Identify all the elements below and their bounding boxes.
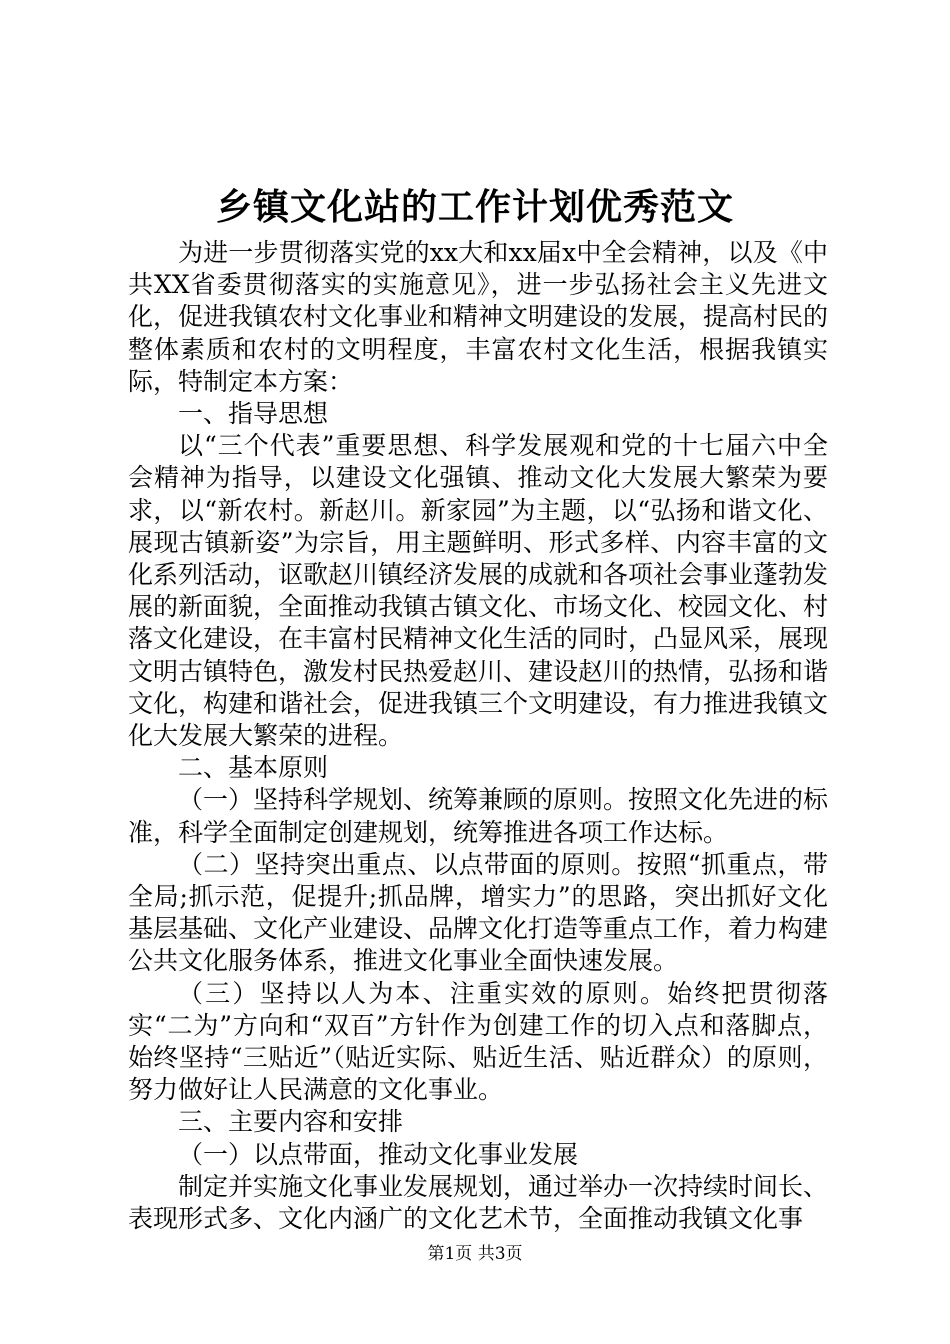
document-body xyxy=(128,237,828,1235)
principle-2-paragraph: （二）坚持突出重点、以点带面的原则。按照“抓重点，带全局;抓示范，促提升;抓品牌，增实力”的思路，突出抓好文化基层基础、文化产业建设、品牌文化打造等重点工作，着力构建公共文化服务体系，推进文化事业全面快速发展。 xyxy=(128,849,829,976)
page-footer: 第1页 共3页 xyxy=(427,1244,523,1264)
guiding-thought-paragraph: 以“三个代表”重要思想、科学发展观和党的十七届六中全会精神为指导，以建设文化强镇、推动文化大发展大繁荣为要求，以“新农村。新赵川。新家园”为主题，以“弘扬和谐文化、展现古镇新姿”为宗旨，用主题鲜明、形式多样、内容丰富的文化系列活动，讴歌赵川镇经济发展的成就和各项社会事业蓬勃发展的新面貌，全面推动我镇古镇文化、市场文化、校园文化、村落文化建设，在丰富村民精神文化生活的同时，凸显风采，展现文明古镇特色，激发村民热爱赵川、建设赵川的热情，弘扬和谐文化，构建和谐社会，促进我镇三个文明建设，有力推进我镇文化大发展大繁荣的进程。 xyxy=(128,431,829,751)
section-heading-basic-principles: 二、基本原则 xyxy=(178,753,329,783)
principle-3-paragraph: （三）坚持以人为本、注重实效的原则。始终把贯彻落实“二为”方向和“双百”方针作为创建工作的切入点和落脚点，始终坚持“三贴近”（贴近实际、贴近生活、贴近群众）的原则，努力做好让人民满意的文化事业。 xyxy=(128,978,828,1105)
section-heading-guiding-thought: 一、指导思想 xyxy=(178,399,329,429)
subsection-1-paragraph: 制定并实施文化事业发展规划，通过举办一次持续时间长、表现形式多、文化内涵广的文化艺术节，全面推动我镇文化事 xyxy=(128,1171,829,1234)
subsection-heading-1: （一）以点带面，推动文化事业发展 xyxy=(178,1139,579,1169)
document-title: 乡镇文化站的工作计划优秀范文 xyxy=(215,187,734,228)
intro-paragraph: 为进一步贯彻落实党的xx大和xx届x中全会精神，以及《中共XX省委贯彻落实的实施意见》，进一步弘扬社会主义先进文化，促进我镇农村文化事业和精神文明建设的发展，提高村民的整体素质和农村的文明程度，丰富农村文化生活，根据我镇实际，特制定本方案： xyxy=(128,238,829,396)
principle-1-paragraph: （一）坚持科学规划、统筹兼顾的原则。按照文化先进的标准，科学全面制定创建规划，统筹推进各项工作达标。 xyxy=(128,785,829,847)
section-heading-main-content: 三、主要内容和安排 xyxy=(178,1107,404,1137)
